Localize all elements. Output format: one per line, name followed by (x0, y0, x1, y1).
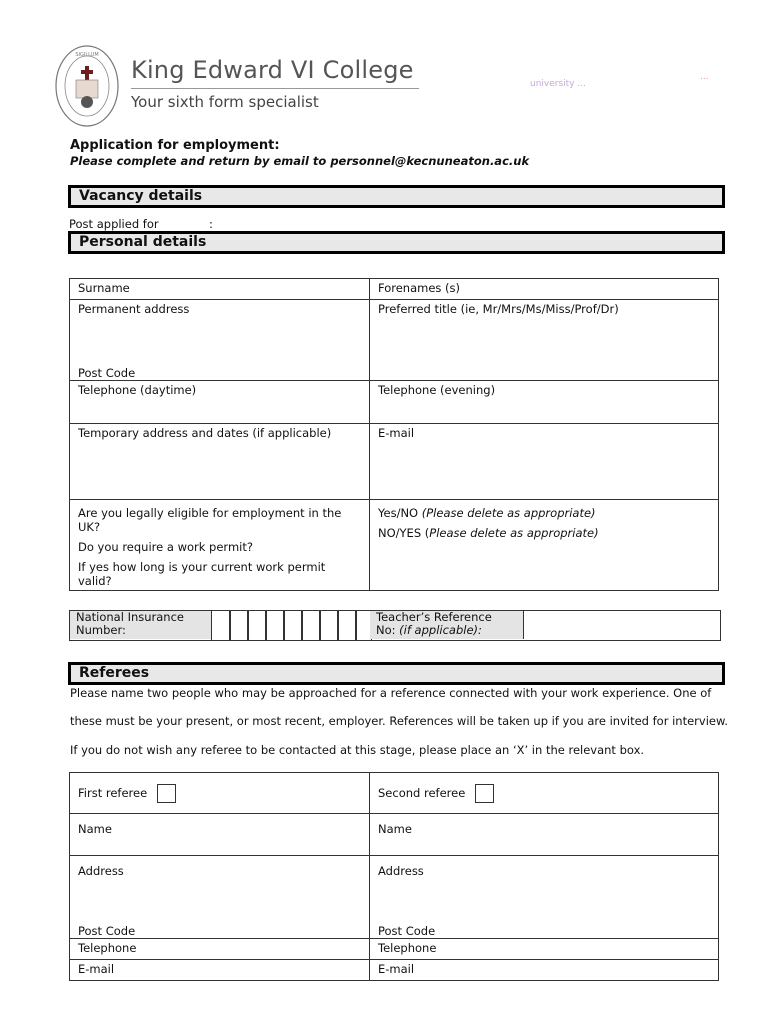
ni-digit-box[interactable] (337, 610, 357, 641)
first-referee-email-field[interactable]: E-mail (70, 960, 370, 981)
faded-header-text: university ... (530, 79, 586, 89)
first-referee-telephone-field[interactable]: Telephone (70, 939, 370, 960)
telephone-evening-field[interactable]: Telephone (evening) (370, 381, 719, 424)
eligible-answer[interactable]: Yes/NO (Please delete as appropriate) (378, 506, 596, 520)
telephone-daytime-field[interactable]: Telephone (daytime) (70, 381, 370, 424)
svg-text:SIGILLUM: SIGILLUM (75, 52, 99, 58)
first-referee-name-field[interactable]: Name (70, 814, 370, 856)
teacher-reference-label: Teacher’s Reference No: (if applicable): (370, 611, 524, 639)
ni-digit-box[interactable] (319, 610, 339, 641)
ni-digit-box[interactable] (283, 610, 303, 641)
first-referee-postcode-label: Post Code (78, 924, 136, 938)
faded-header-mark: ... (700, 72, 709, 82)
referees-instructions-3: If you do not wish any referee to be contacted at this stage, please place an ‘X’ in the relevant box. (70, 743, 645, 757)
personal-details-table (69, 278, 719, 591)
vacancy-details-heading: Vacancy details (68, 185, 725, 208)
logo-divider (131, 88, 419, 89)
permit-validity-question: If yes how long is your current work permit valid? (78, 560, 326, 588)
second-referee-postcode-label: Post Code (378, 924, 436, 938)
ni-digit-box[interactable] (301, 610, 321, 641)
college-tagline: Your sixth form specialist (131, 93, 319, 111)
ni-label: National Insurance Number: (70, 611, 211, 639)
surname-field[interactable]: Surname (70, 279, 370, 300)
second-referee-telephone-field[interactable]: Telephone (370, 939, 719, 960)
eligibility-questions (70, 500, 370, 591)
forenames-field[interactable]: Forenames (s) (370, 279, 719, 300)
email-field[interactable]: E-mail (370, 424, 719, 500)
second-referee-email-field[interactable]: E-mail (370, 960, 719, 981)
post-code-label: Post Code (78, 366, 136, 380)
college-seal-logo (54, 44, 120, 128)
referees-table (69, 772, 719, 981)
second-referee-checkbox[interactable] (475, 784, 494, 803)
second-referee-cell: Second referee (370, 773, 719, 814)
referees-heading: Referees (68, 662, 725, 685)
second-referee-name-field[interactable]: Name (370, 814, 719, 856)
first-referee-address-field[interactable]: Address Post Code (70, 856, 370, 939)
first-referee-checkbox[interactable] (157, 784, 176, 803)
ni-digit-box[interactable] (211, 610, 231, 641)
post-applied-label: Post applied for (69, 217, 159, 231)
second-referee-address-field[interactable]: Address Post Code (370, 856, 719, 939)
first-referee-cell: First referee (70, 773, 370, 814)
preferred-title-field[interactable]: Preferred title (ie, Mr/Mrs/Ms/Miss/Prof/Dr) (370, 300, 719, 381)
ni-digit-box[interactable] (247, 610, 267, 641)
referees-instructions-1: Please name two people who may be approached for a reference connected with your work experience. One of (70, 686, 712, 700)
eligibility-answers[interactable] (370, 500, 719, 591)
page-subtitle: Please complete and return by email to personnel@kecnuneaton.ac.uk (70, 154, 530, 168)
post-applied-colon[interactable]: : (209, 217, 213, 231)
ni-digit-box[interactable] (229, 610, 249, 641)
work-permit-question: Do you require a work permit? (78, 540, 253, 554)
permanent-address-field[interactable]: Permanent address Post Code (70, 300, 370, 381)
referees-instructions-2: these must be your present, or most recent, employer. References will be taken up if you are invited for interview. (70, 714, 728, 728)
page-title: Application for employment: (70, 138, 280, 153)
teacher-reference-input[interactable] (525, 611, 718, 639)
eligible-question: Are you legally eligible for employment in the UK? (78, 506, 342, 534)
permit-answer[interactable]: NO/YES (Please delete as appropriate) (378, 526, 599, 540)
temporary-address-field[interactable]: Temporary address and dates (if applicable) (70, 424, 370, 500)
ni-digit-box[interactable] (265, 610, 285, 641)
personal-details-heading: Personal details (68, 231, 725, 254)
college-name: King Edward VI College (131, 56, 414, 84)
